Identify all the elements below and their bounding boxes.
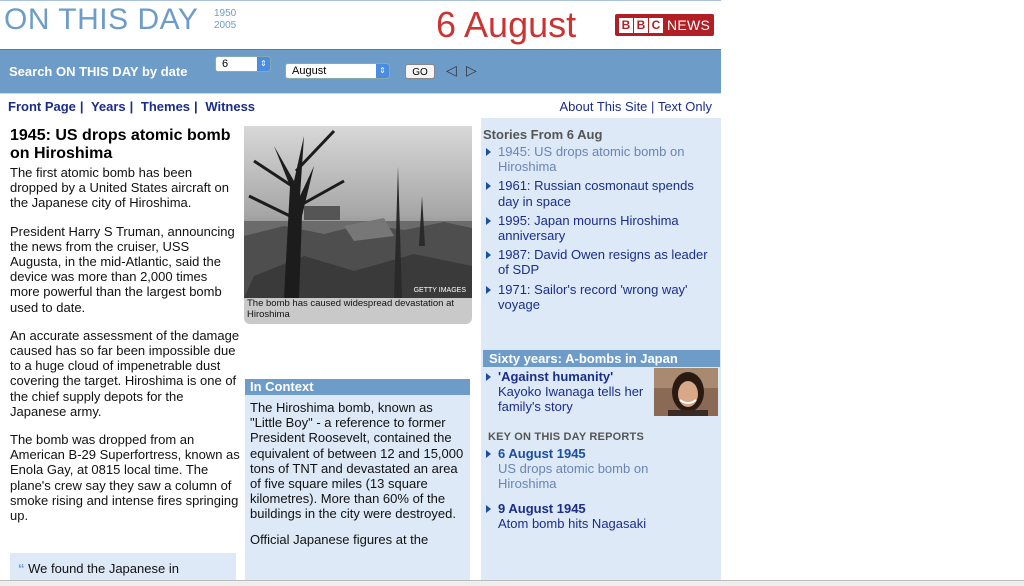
story-link[interactable] [486,282,716,312]
key-report-date: 9 August 1945 [498,501,586,516]
story-headline: 1945: US drops atomic bomb on Hiroshima [10,127,231,162]
bullet-arrow-icon [486,373,491,381]
key-report-link[interactable] [486,501,706,531]
sixty-years-header: Sixty years: A-bombs in Japan [483,350,720,367]
next-day-icon[interactable]: ▷ [466,62,477,78]
key-report-text: Atom bomb hits Nagasaki [498,516,647,532]
bbc-news-logo[interactable] [615,14,714,36]
against-humanity-link[interactable] [486,369,646,415]
story-link-text: 1961: Russian cosmonaut spends day in space [498,178,694,209]
story-link[interactable] [486,247,716,277]
nav-separator: | [651,99,655,114]
main-story [10,127,240,536]
month-select[interactable] [285,63,390,79]
nav-about-this-site[interactable]: About This Site [559,99,648,114]
story-paragraph: The bomb was dropped from an American B-29 Superfortress, known as Enola Gay, at 0815 local time. The plane's crew say they saw a column of smoke rising and intense fires springing up. [10,432,240,524]
stories-list [486,144,716,316]
in-context-box [245,379,470,585]
portrait-image [654,368,718,416]
nav-separator: | [129,99,134,114]
key-report-date: 6 August 1945 [498,446,586,461]
story-link-text: 1971: Sailor's record 'wrong way' voyage [498,281,688,312]
context-paragraph: Official Japanese figures at the [250,531,429,547]
nav-separator: | [79,99,84,114]
photo-caption: The bomb has caused widespread devastation at Hiroshima [247,298,455,320]
story-paragraph: An accurate assessment of the damage caused has so far been impossible due to a huge cloud of impenetrable dust covering the target. Hiroshima is one of the chief supply depots for the Japanese army. [10,327,240,419]
key-report-link[interactable] [486,446,706,492]
bbc-letter-c: C [649,18,663,33]
nav-separator: | [194,99,198,114]
story-link-text: 1995: Japan mourns Hiroshima anniversary [498,212,679,244]
key-reports-title: KEY ON THIS DAY REPORTS [488,431,644,443]
stories-title: Stories From 6 Aug [483,127,603,142]
logo-year-start: 1950 [214,8,237,19]
bullet-arrow-icon [486,148,491,156]
in-context-body [245,395,470,547]
section-nav [8,99,255,114]
story-link[interactable] [486,144,716,174]
story-link[interactable] [486,213,716,243]
day-select-value: 6 [222,58,229,70]
month-select-value: August [292,65,327,77]
devastation-image [244,126,472,298]
story-paragraph: President Harry S Truman, announcing the news from the cruiser, USS Augusta, in the mid-Atlantic, said the device was more than 2,000 times more powerful than the largest bomb used to date. [10,223,235,315]
bullet-arrow-icon [486,182,491,190]
quote-text: We found the Japanese in [28,561,179,576]
hiroshima-photo [244,126,472,324]
day-select[interactable] [215,56,271,72]
search-label: Search ON THIS DAY by date [9,64,188,79]
bbc-letter-b2: B [634,18,648,33]
bullet-arrow-icon [486,505,491,513]
context-paragraph: The Hiroshima bomb, known as "Little Boy" - a reference to former President Roosevelt, contained the equivalent of between 12 and 15,000 tons of TNT and devastated an area of five square miles (13 square kilometres). More than 60% of the buildings in the city were destroyed. [250,400,464,522]
story-link[interactable] [486,178,716,208]
nav-front-page[interactable]: Front Page [8,99,76,114]
against-humanity-title: 'Against humanity' [498,369,614,384]
bullet-arrow-icon [486,217,491,225]
nav-years[interactable]: Years [90,99,126,114]
go-button[interactable]: GO [405,64,435,79]
nav-themes[interactable]: Themes [140,99,191,114]
story-link-text: 1945: US drops atomic bomb on Hiroshima [498,144,685,175]
against-humanity-text: Kayoko Iwanaga tells her family's story [498,384,644,415]
window-bottom-edge [0,580,1024,586]
bullet-arrow-icon [486,450,491,458]
nav-witness[interactable]: Witness [205,99,256,114]
kayoko-iwanaga-photo[interactable] [654,368,718,416]
on-this-day-logo[interactable]: ON THIS DAY [4,3,199,36]
photo-credit: GETTY IMAGES [413,287,466,294]
bbc-letter-b1: B [619,18,633,33]
previous-day-icon[interactable]: ◁ [446,62,457,78]
quote-mark-icon: “ [18,561,25,576]
bullet-arrow-icon [486,286,491,294]
updown-arrow-icon: ⇕ [257,57,270,71]
page-date-title: 6 August [436,4,577,45]
nav-text-only[interactable]: Text Only [657,99,712,114]
in-context-title: In Context [245,379,470,395]
updown-arrow-icon: ⇕ [376,64,389,78]
logo-year-end: 2005 [214,20,237,31]
story-paragraph: The first atomic bomb has been dropped by a United States aircraft on the Japanese city of Hiroshima. [10,165,229,211]
key-report-text: US drops atomic bomb on Hiroshima [498,461,649,492]
utility-nav [559,99,712,114]
story-link-text: 1987: David Owen resigns as leader of SDP [498,247,708,278]
bullet-arrow-icon [486,251,491,259]
logo-years [214,8,236,32]
main-nav [0,93,721,119]
masthead [0,0,721,49]
bbc-news-text: NEWS [667,17,711,33]
